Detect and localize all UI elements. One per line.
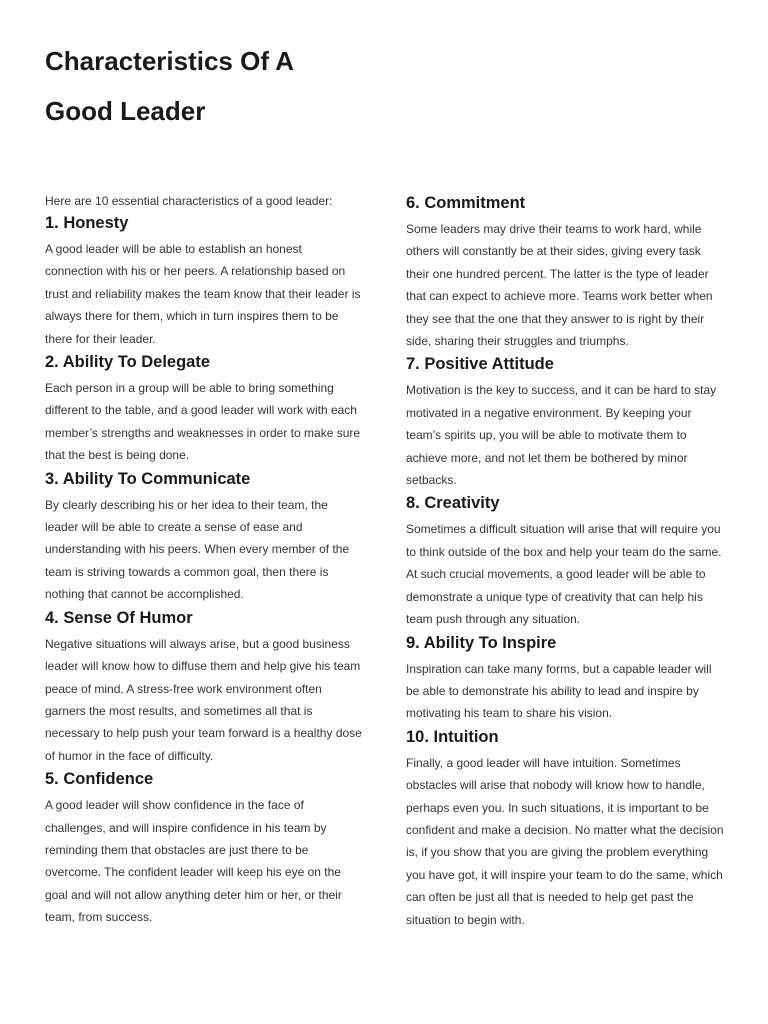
section-positive-attitude [406,353,724,491]
section-heading: 7. Positive Attitude [406,355,554,374]
section-body: Sometimes a difficult situation will arise that will require you to think outside of the box and help your team do the same. At such crucial movements, a good leader will be able to demonstrate a unique type of creativity that can help his team push through any situation. [406,522,722,627]
section-honesty [45,212,363,350]
left-column [45,192,363,930]
section-heading: 9. Ability To Inspire [406,633,557,652]
section-creativity [406,492,724,630]
section-heading: 6. Commitment [406,194,526,212]
page-title-line-2: Good Leader [45,96,206,126]
section-confidence [45,768,363,928]
section-body: A good leader will be able to establish an honest connection with his or her peers. A relationship based on trust and reliability makes the team know that their leader is always there for them, which in turn inspires them to be there for their leader. [45,242,361,346]
section-heading: 8. Creativity [406,494,500,513]
page-title [45,36,375,136]
section-heading: 3. Ability To Communicate [45,469,251,488]
section-heading: 10. Intuition [406,727,499,746]
section-intuition [406,726,724,931]
section-sense-of-humor [45,607,363,767]
intro-text: Here are 10 essential characteristics of a good leader: [45,194,333,208]
section-body: Each person in a group will be able to bring something different to the table, and a good leader will work with each member’s strengths and weaknesses in order to make sure that the best is being done. [45,381,361,463]
section-heading: 2. Ability To Delegate [45,353,211,372]
section-heading: 4. Sense Of Humor [45,608,193,627]
section-body: Some leaders may drive their teams to work hard, while others will constantly be at their sides, giving every task their one hundred percent. The latter is the type of leader that can expect to achieve more. Teams work better when they see that the one that they answer to is right by their side, sharing their struggles and triumphs. [406,222,713,349]
section-ability-to-communicate [45,468,363,606]
section-heading: 1. Honesty [45,214,129,232]
section-body: By clearly describing his or her idea to their team, the leader will be able to create a sense of ease and understanding with his peers. When every member of the team is striving towards a common goal, then there is nothing that cannot be accomplished. [45,497,350,602]
section-body: Finally, a good leader will have intuition. Sometimes obstacles will arise that nobody will know how to handle, perhaps even you. In such situations, it is important to be confident and make a decision. No matter what the decision is, if you show that you are giving the problem everything you have got, it will inspire your team to do the same, which can often be just all that is needed to help get past the situation to begin with. [406,755,724,927]
section-body: Negative situations will always arise, but a good business leader will know how to diffuse them and help give his team peace of mind. A stress-free work environment often garners the most results, and sometimes all that is necessary to help push your team forward is a healthy dose of humor in the face of difficulty. [45,636,362,763]
section-commitment [406,192,724,352]
page-title-line-1: Characteristics Of A [45,46,295,76]
section-body: A good leader will show confidence in the face of challenges, and will inspire confidence in his team by reminding them that obstacles are just there to be overcome. The confident leader will keep his eye on the goal and will not allow anything deter him or her, or their team, from success. [45,798,342,925]
section-ability-to-delegate [45,351,363,467]
section-ability-to-inspire [406,632,724,725]
section-body: Motivation is the key to success, and it can be hard to stay motivated in a negative environment. By keeping your team’s spirits up, you will be able to motivate them to achieve more, and not let them be bothered by minor setbacks. [406,383,717,488]
right-column [406,192,724,932]
section-body: Inspiration can take many forms, but a capable leader will be able to demonstrate his ability to lead and inspire by motivating his team to share his vision. [406,661,712,721]
section-heading: 5. Confidence [45,770,154,789]
